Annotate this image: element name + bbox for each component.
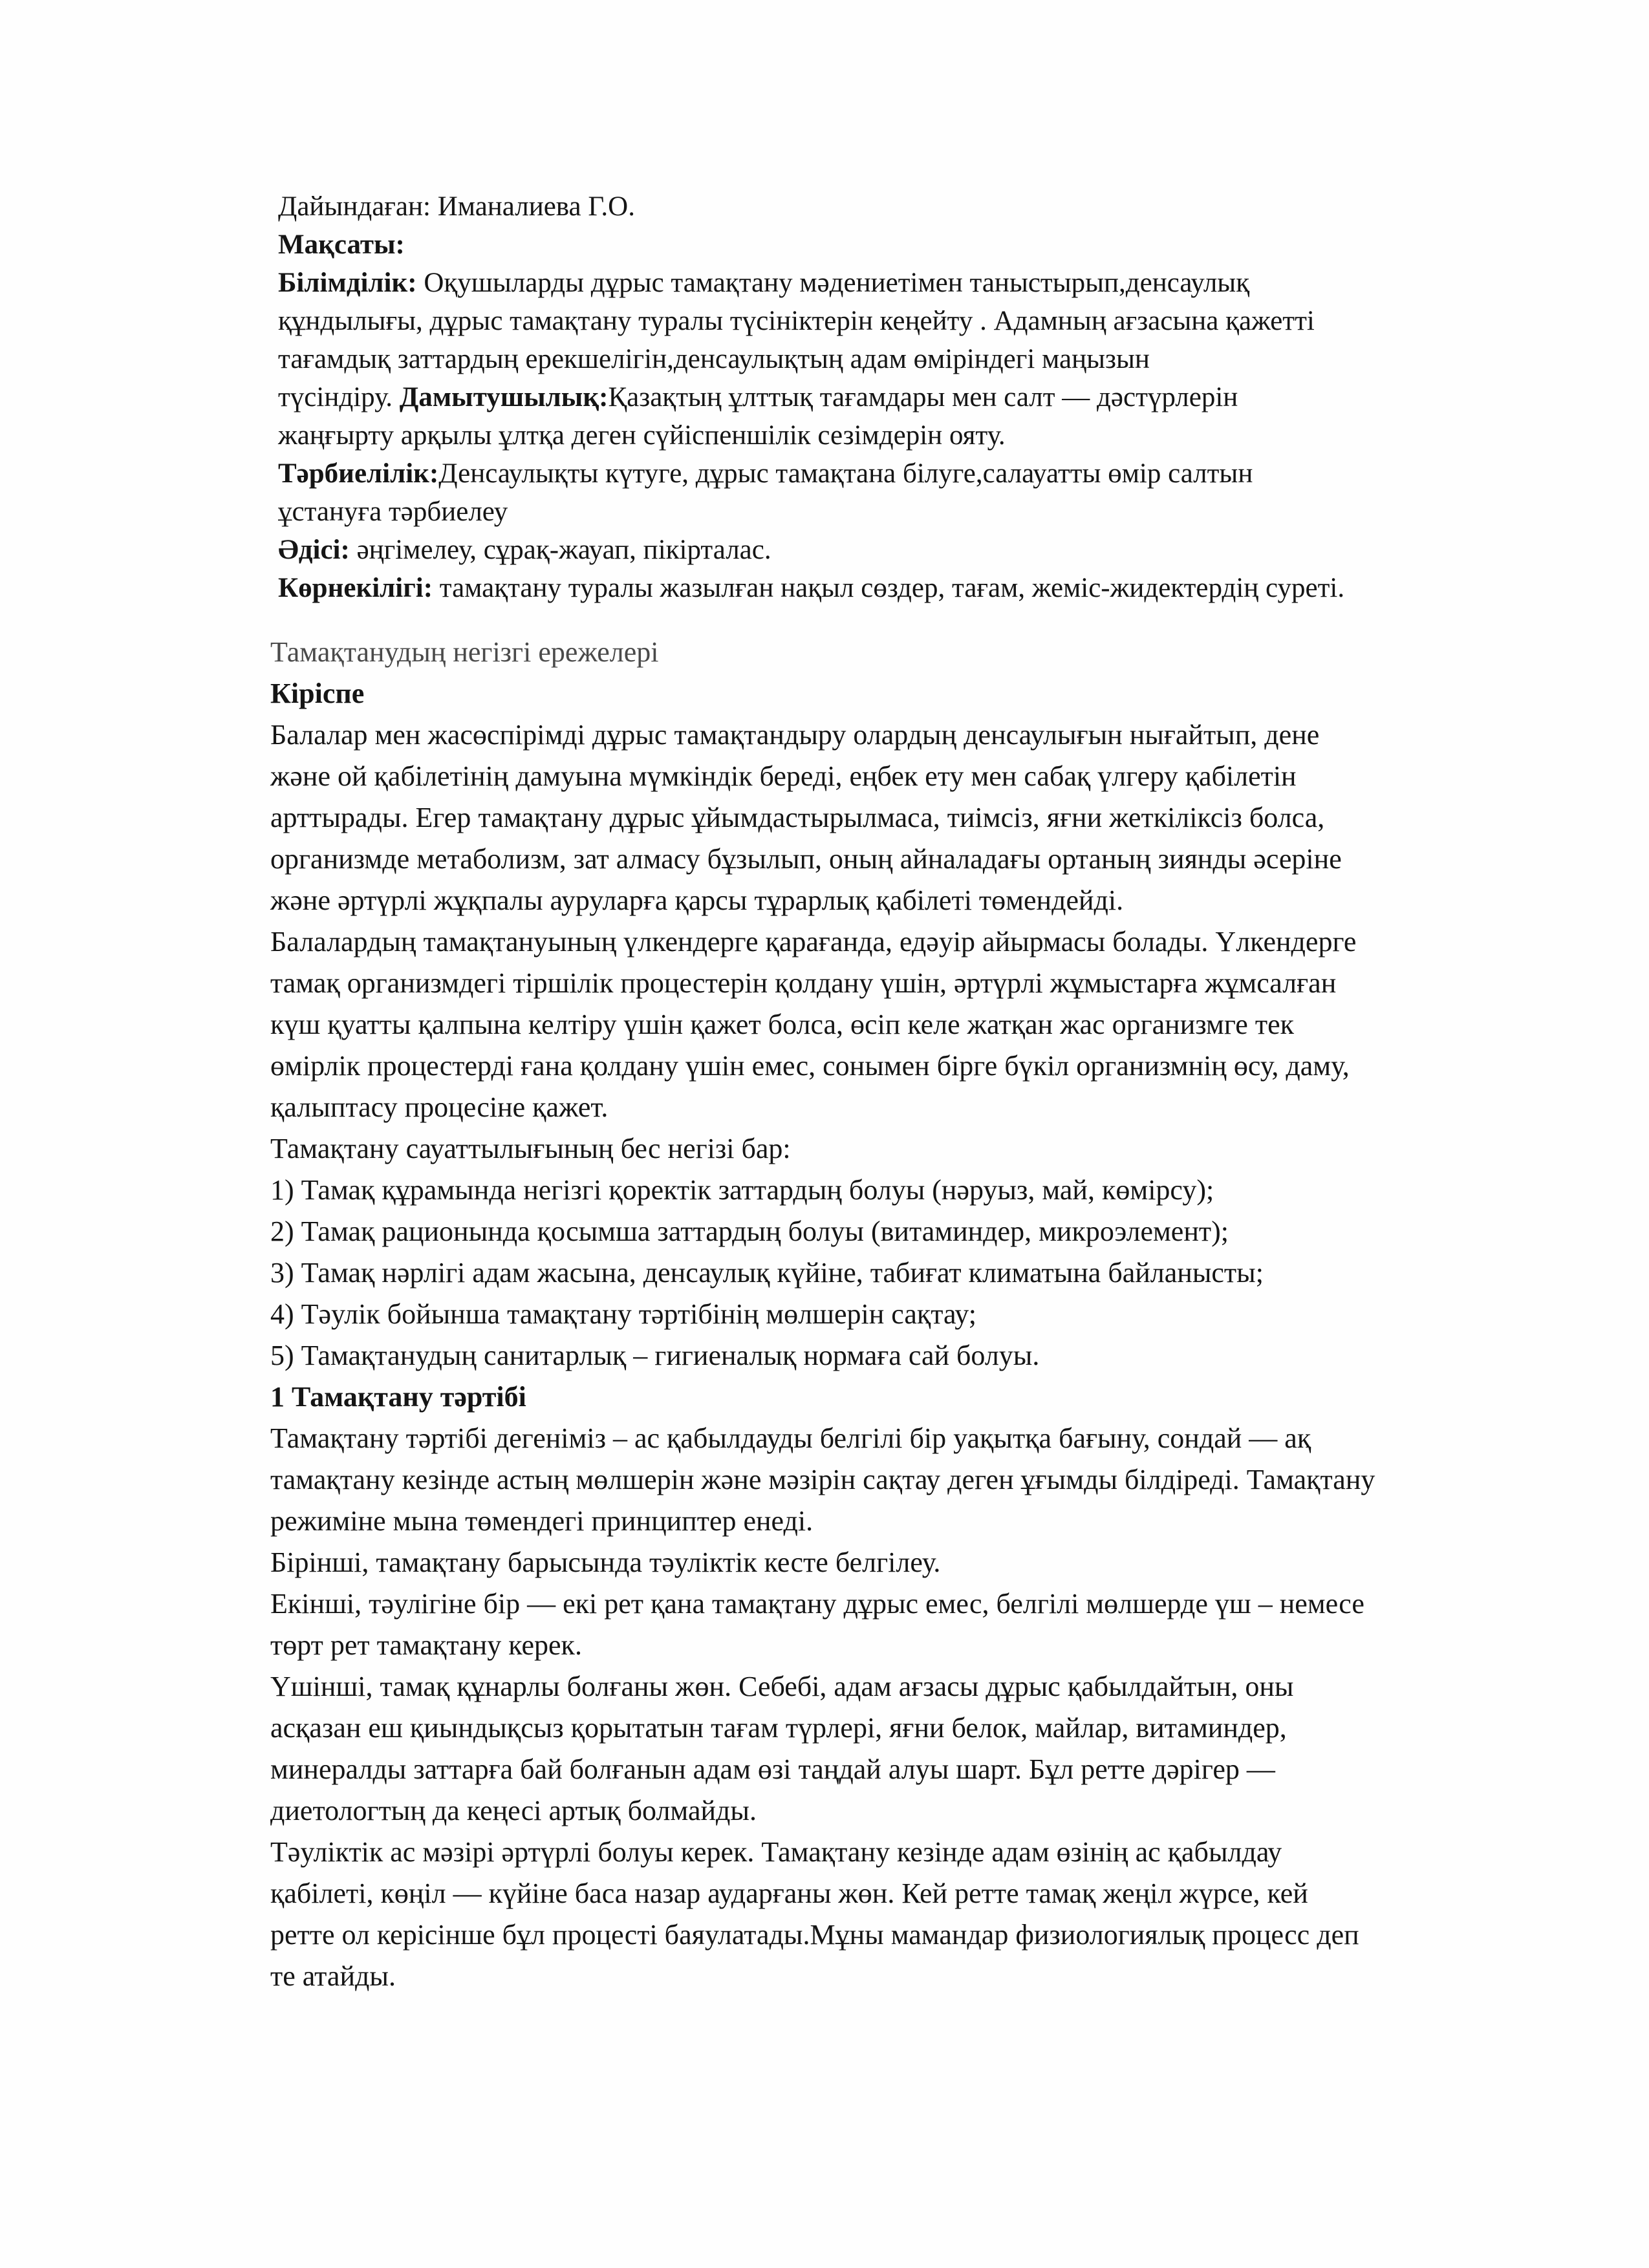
paragraph-6-line-1: Екінші, тәулігіне бір — екі рет қана тамақтану дұрыс емес, белгілі мөлшерде үш – немесе [270, 1588, 1364, 1620]
author-line: Дайындаған: Иманалиева Г.О. [278, 191, 635, 222]
educational-developing-line [278, 378, 1558, 416]
paragraph-2-line-3: күш қуатты қалпына келтіру үшін қажет болса, өсіп келе жатқан жас организмге тек [270, 1009, 1294, 1040]
paragraph-1-line-5: және әртүрлі жұқпалы ауруларға қарсы тұрарлық қабілеті төмендейді. [270, 884, 1124, 916]
visual-aids-text: тамақтану туралы жазылған нақыл сөздер, тағам, жеміс-жидектердің суреті. [439, 573, 1345, 603]
list-item: 2) Тамақ рационында қосымша заттардың болуы (витаминдер, микроэлемент); [270, 1215, 1229, 1247]
paragraph-4-line-3: режиміне мына төмендегі принциптер енеді. [270, 1505, 814, 1537]
lesson-body [270, 634, 1564, 1995]
paragraph-1-line-2: және ой қабілетінің дамуына мүмкіндік береді, еңбек ету мен сабақ үлгеру қабілетін [270, 760, 1297, 792]
paragraph-7-line-1: Үшінші, тамақ құнарлы болғаны жөн. Себебі, адам ағзасы дұрыс қабылдайтын, оны [270, 1671, 1294, 1702]
method-label: Әдісі: [278, 535, 350, 565]
educational-goal-line-3: тағамдық заттардың ерекшелігін,денсаулықтың адам өміріндегі маңызын [278, 344, 1150, 374]
upbringing-goal-label: Тәрбиелілік: [278, 458, 439, 489]
paragraph-6-line-2: төрт рет тамақтану керек. [270, 1629, 582, 1661]
method-line [278, 531, 1558, 569]
paragraph-2-line-4: өмірлік процестерді ғана қолдану үшін емес, сонымен бірге бүкіл организмнің өсу, даму, [270, 1050, 1350, 1082]
list-item: 1) Тамақ құрамында негізгі қоректік заттардың болуы (нәруыз, май, көмірсу); [270, 1174, 1214, 1206]
paragraph-2-line-1: Балалардың тамақтануының үлкендерге қарағанда, едәуір айырмасы болады. Үлкендерге [270, 926, 1357, 957]
goals-heading: Мақсаты: [278, 230, 405, 260]
section-1-title: 1 Тамақтану тәртібі [270, 1381, 526, 1413]
paragraph-2-line-2: тамақ организмдегі тіршілік процестерін қолдану үшін, әртүрлі жұмыстарға жұмсалған [270, 967, 1337, 999]
educational-goal-text-4: түсіндіру. [278, 382, 393, 412]
paragraph-8-line-3: ретте ол керісінше бұл процесті баяулатады.Мұны мамандар физиологиялық процесс деп [270, 1919, 1359, 1951]
method-text: әңгімелеу, сұрақ-жауап, пікірталас. [356, 535, 771, 565]
developing-goal-line-2: жаңғырту арқылы ұлтқа деген сүйіспеншілік сезімдерін ояту. [278, 420, 1006, 451]
upbringing-goal-text-1: Денсаулықты күтуге, дұрыс тамақтана білуге,салауатты өмір салтын [438, 458, 1253, 489]
educational-goal-text-1: Оқушыларды дұрыс тамақтану мәдениетімен таныстырып,денсаулық [424, 268, 1250, 298]
list-item: 3) Тамақ нәрлігі адам жасына, денсаулық күйіне, табиғат климатына байланысты; [270, 1257, 1264, 1289]
paragraph-1-line-3: арттырады. Егер тамақтану дұрыс ұйымдастырылмаса, тиімсіз, яғни жеткіліксіз болса, [270, 802, 1325, 833]
paragraph-8-line-2: қабілеті, көңіл — күйіне баса назар аударғаны жөн. Кей ретте тамақ жеңіл жүрсе, кей [270, 1878, 1308, 1909]
paragraph-8-line-4: те атайды. [270, 1960, 396, 1992]
lesson-header [278, 187, 1558, 607]
paragraph-7-line-4: диетологтың да кеңесі артық болмайды. [270, 1795, 757, 1826]
paragraph-1-line-4: организмде метаболизм, зат алмасу бұзылып, оның айналадағы ортаның зиянды әсеріне [270, 843, 1342, 875]
upbringing-goal-line-2: ұстануға тәрбиелеу [278, 497, 508, 527]
developing-goal-text-1: Қазақтың ұлттық тағамдары мен салт — дәстүрлерін [608, 382, 1238, 412]
paragraph-5: Бірінші, тамақтану барысында тәуліктік кесте белгілеу. [270, 1546, 941, 1578]
paragraph-8-line-1: Тәуліктік ас мәзірі әртүрлі болуы керек. Тамақтану кезінде адам өзінің ас қабылдау [270, 1836, 1282, 1868]
educational-goal-line-2: құндылығы, дұрыс тамақтану туралы түсініктерін кеңейту . Адамның ағзасына қажетті [278, 306, 1315, 336]
visual-aids-label: Көрнекілігі: [278, 573, 433, 603]
educational-goal-line-1 [278, 264, 1558, 302]
educational-goal-label: Білімділік: [278, 268, 417, 298]
paragraph-4-line-2: тамақтану кезінде астың мөлшерін және мәзірін сақтау деген ұғымды білдіреді. Тамақтану [270, 1464, 1375, 1495]
paragraph-3: Тамақтану сауаттылығының бес негізі бар: [270, 1133, 791, 1164]
paragraph-7-line-2: асқазан еш қиындықсыз қорытатын тағам түрлері, яғни белок, майлар, витаминдер, [270, 1712, 1287, 1744]
paragraph-1-line-1: Балалар мен жасөспірімді дұрыс тамақтандыру олардың денсаулығын нығайтып, дене [270, 719, 1320, 751]
list-item: 4) Тәулік бойынша тамақтану тәртібінің мөлшерін сақтау; [270, 1298, 976, 1330]
paragraph-4-line-1: Тамақтану тәртібі дегеніміз – ас қабылдауды белгілі бір уақытқа бағыну, сондай — ақ [270, 1422, 1311, 1454]
upbringing-goal-line-1 [278, 455, 1558, 493]
visual-aids-line [278, 569, 1558, 607]
developing-goal-label: Дамытушылық: [399, 382, 609, 412]
paragraph-2-line-5: қалыптасу процесіне қажет. [270, 1091, 609, 1123]
subtitle: Тамақтанудың негізгі ережелері [270, 636, 659, 668]
paragraph-7-line-3: минералды заттарға бай болғанын адам өзі таңдай алуы шарт. Бұл ретте дәрігер — [270, 1753, 1275, 1785]
intro-title: Кіріспе [270, 678, 365, 709]
list-item: 5) Тамақтанудың санитарлық – гигиеналық нормаға сай болуы. [270, 1340, 1040, 1371]
